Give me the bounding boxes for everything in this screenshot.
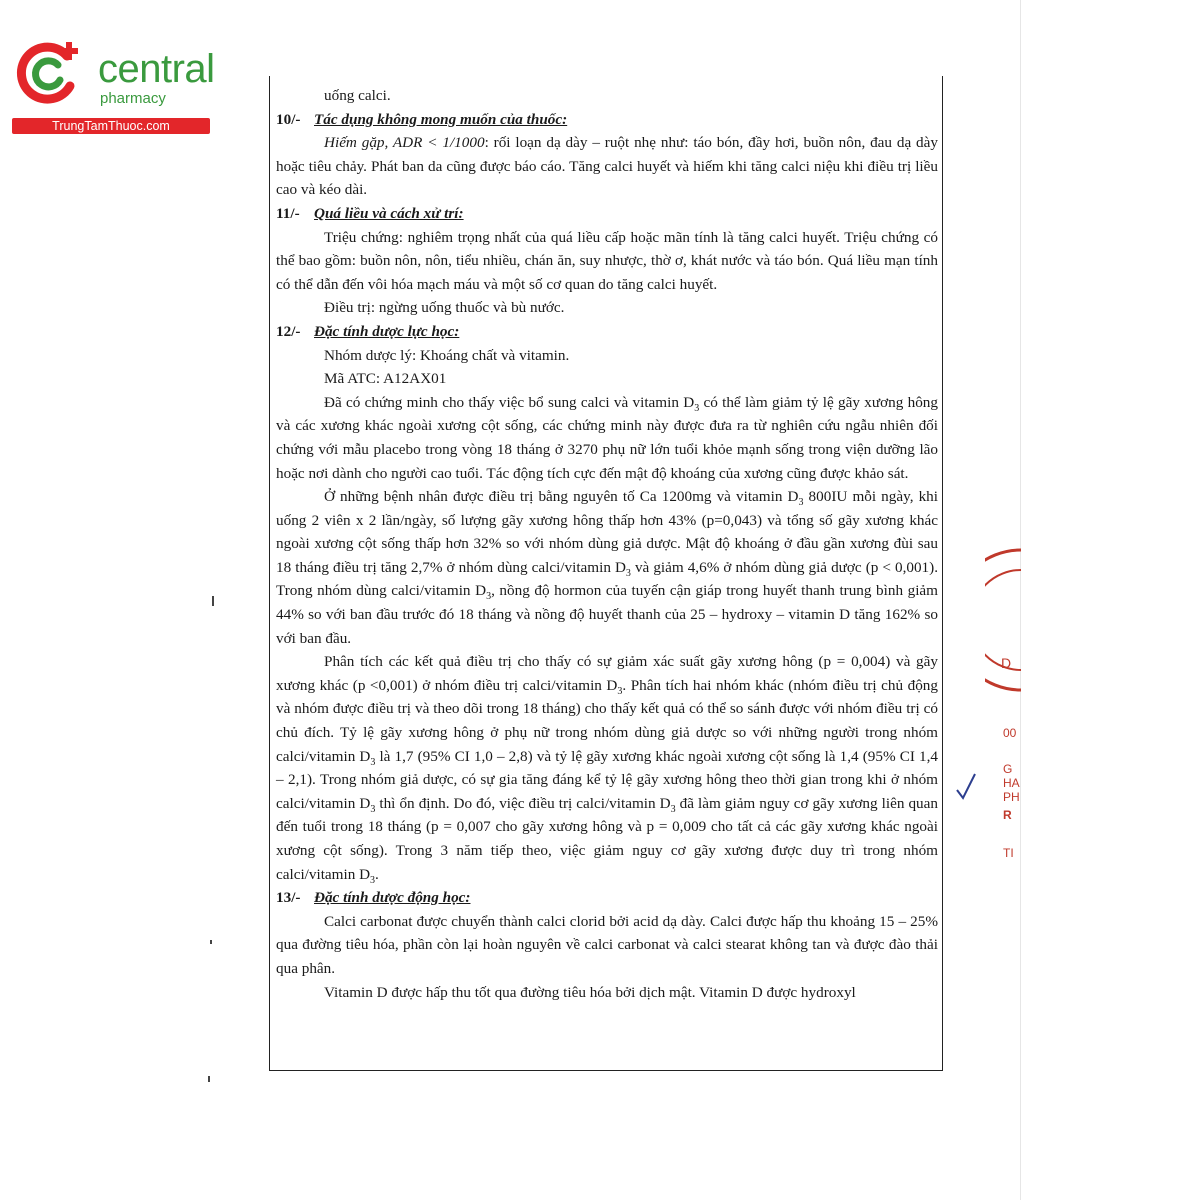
section-title: Quá liều và cách xử trí: — [314, 204, 464, 222]
pharmacodynamics-paragraph-1 — [276, 391, 938, 485]
margin-mark — [212, 596, 214, 606]
intro-line: uống calci. — [324, 87, 391, 104]
pharmacodynamics-paragraph-2 — [276, 485, 938, 650]
margin-mark — [208, 1076, 210, 1082]
subscript: 3 — [670, 803, 676, 815]
text-run: . Phân tích hai nhóm khác (nhóm điều trị chủ động và nhóm được điều trị và theo dõi trong 18 tháng) cho thấy kết quả có thể so sánh được với nhóm điều trị có chủ đích. Tỷ lệ gãy xương hông ở phụ nữ trong nhóm dùng giả dược so với những người trong nhóm calci/vitamin D — [276, 676, 938, 765]
text-run: và giảm 4,6% ở nhóm dùng giả dược (p < 0,001). Trong nhóm dùng calci/vitamin D — [276, 558, 938, 600]
subscript: 3 — [370, 874, 376, 886]
section-number: 13/- — [276, 889, 301, 907]
subscript: 3 — [625, 567, 631, 579]
stamp-letter: D — [1001, 655, 1012, 671]
text-run: 800IU mỗi ngày, khi uống 2 viên x 2 lần/ngày, số lượng gãy xương hông thấp hơn 43% (p=0,043) và tổng số gãy xương khác ngoài xương cột sống thấp hơn 32% so với nhóm dùng giả dược. Mật độ khoáng ở đầu gần xương đùi sau 18 tháng điều trị tăng 2,7% ở nhóm dùng calci/vitamin D — [276, 488, 938, 576]
section-10-heading — [276, 108, 938, 132]
pharmacokinetics-paragraph-2: Vitamin D được hấp thu tốt qua đường tiêu hóa bởi dịch mật. Vitamin D được hydroxyl — [324, 983, 856, 1001]
section-title: Đặc tính dược lực học: — [314, 322, 460, 340]
bleed-line: HA — [1003, 776, 1020, 790]
pharmacodynamics-paragraph-3 — [276, 650, 938, 886]
section-11-heading — [276, 202, 938, 226]
pharmacologic-group: Nhóm dược lý: Khoáng chất và vitamin. — [324, 346, 570, 364]
section-title: Đặc tính dược động học: — [314, 889, 471, 907]
central-pharmacy-logo[interactable] — [12, 38, 222, 138]
text-run: thì ổn định. Do đó, việc điều trị calci/vitamin D — [375, 794, 671, 812]
bleed-line: TI — [1003, 846, 1014, 860]
subscript: 3 — [694, 402, 700, 414]
section-12-heading — [276, 320, 938, 344]
pharmacokinetics-paragraph-1: Calci carbonat được chuyển thành calci clorid bởi acid dạ dày. Calci được hấp thu khoảng 15 – 25% qua đường tiêu hóa, phần còn lại hoàn nguyên về calci carbonat và calci stearat không tan và được đào thải qua phân. — [276, 912, 938, 977]
section-number: 11/- — [276, 204, 300, 222]
adr-text: : rối loạn dạ dày – ruột nhẹ như: táo bón, đầy hơi, buồn nôn, đau dạ dày hoặc tiêu chảy. Phát ban da cũng được báo cáo. Tăng calci huyết và hiếm khi tăng calci niệu khi điều trị liều cao và kéo dài. — [276, 134, 938, 199]
website-banner[interactable]: TrungTamThuoc.com — [12, 118, 210, 134]
section-title: Tác dụng không mong muốn của thuốc: — [314, 110, 568, 128]
text-run: . — [375, 865, 379, 883]
red-stamp-fragment — [985, 540, 1025, 710]
section-13-heading — [276, 886, 938, 910]
overdose-symptoms: Triệu chứng: nghiêm trọng nhất của quá liều cấp hoặc mãn tính là tăng calci huyết. Triệu chứng có thể bao gồm: buồn nôn, nôn, tiểu nhiều, chán ăn, suy nhược, thờ ơ, khát nước và táo bón. Quá liều mạn tính có thể dẫn đến vôi hóa mạch máu và một số cơ quan do tăng calci huyết. — [276, 228, 938, 293]
section-number: 10/- — [276, 110, 301, 128]
brand-name: central — [98, 47, 215, 91]
bleed-line: PH — [1003, 790, 1020, 804]
subscript: 3 — [798, 497, 804, 509]
logo-mark-icon — [12, 38, 82, 108]
atc-code: Mã ATC: A12AX01 — [324, 370, 447, 388]
text-run: có thể làm giảm tỷ lệ gãy xương hông và các xương khác ngoài xương cột sống, các chứng minh này được đưa ra từ nghiên cứu ngẫu nhiên đối chứng với mẫu placebo trong vòng 18 tháng ở 3270 phụ nữ lớn tuổi khỏe mạnh sống trong viện dưỡng lão hoặc nơi dành cho người cao tuổi. Tác động tích cực đến mật độ khoáng của xương cũng được khảo sát. — [276, 393, 938, 482]
margin-mark — [210, 940, 212, 944]
text-run: , nồng độ hormon của tuyến cận giáp trong huyết thanh trung bình giảm 44% so với ban đầu trước đó 18 tháng và nồng độ huyết thanh của 25 – hydroxy – vitamin D tăng 162% so với ban đầu. — [276, 582, 938, 647]
subscript: 3 — [486, 591, 492, 603]
text-run: Ở những bệnh nhân được điều trị bằng nguyên tố Ca 1200mg và vitamin D — [324, 488, 799, 506]
section-10-paragraph — [276, 131, 938, 202]
text-run: là 1,7 (95% CI 1,0 – 2,8) và tỷ lệ gãy xương khác ngoài xương cột sống là 1,4 (95% CI 1,4 – 2,1). Trong nhóm giả dược, có sự gia tăng đáng kể tỷ lệ gãy xương hông theo thời gian trong khi ở nhóm calci/vitamin D — [276, 747, 939, 812]
brand-subtitle: pharmacy — [100, 90, 166, 107]
text-run: Phân tích các kết quả điều trị cho thấy có sự giảm xác suất gãy xương hông (p = 0,004) và gãy xương khác (p <0,001) ở nhóm điều trị calci/vitamin D — [276, 653, 938, 694]
signature-mark-icon — [953, 770, 979, 802]
adr-lead: Hiếm gặp, ADR < 1/1000 — [324, 134, 485, 152]
section-number: 12/- — [276, 322, 301, 340]
bleed-line: R — [1003, 808, 1012, 822]
overdose-treatment: Điều trị: ngừng uống thuốc và bù nước. — [324, 299, 565, 317]
document-body — [276, 84, 938, 1004]
subscript: 3 — [370, 803, 376, 815]
text-run: Đã có chứng minh cho thấy việc bổ sung calci và vitamin D — [324, 393, 695, 411]
subscript: 3 — [370, 756, 376, 768]
subscript: 3 — [617, 685, 623, 697]
adjacent-page-fragment — [985, 540, 1025, 870]
bleed-line: G — [1003, 762, 1013, 776]
text-run: đã làm giảm nguy cơ gãy xương liên quan đến tuổi trong 18 tháng (p = 0,007 cho gãy xương hông và p = 0,009 cho tất cả các gãy xương khác ngoài xương cột sống). Trong 3 năm tiếp theo, việc giảm nguy cơ gãy xương được duy trì trong nhóm calci/vitamin D — [276, 794, 938, 883]
bleed-line: 00 — [1003, 726, 1017, 740]
